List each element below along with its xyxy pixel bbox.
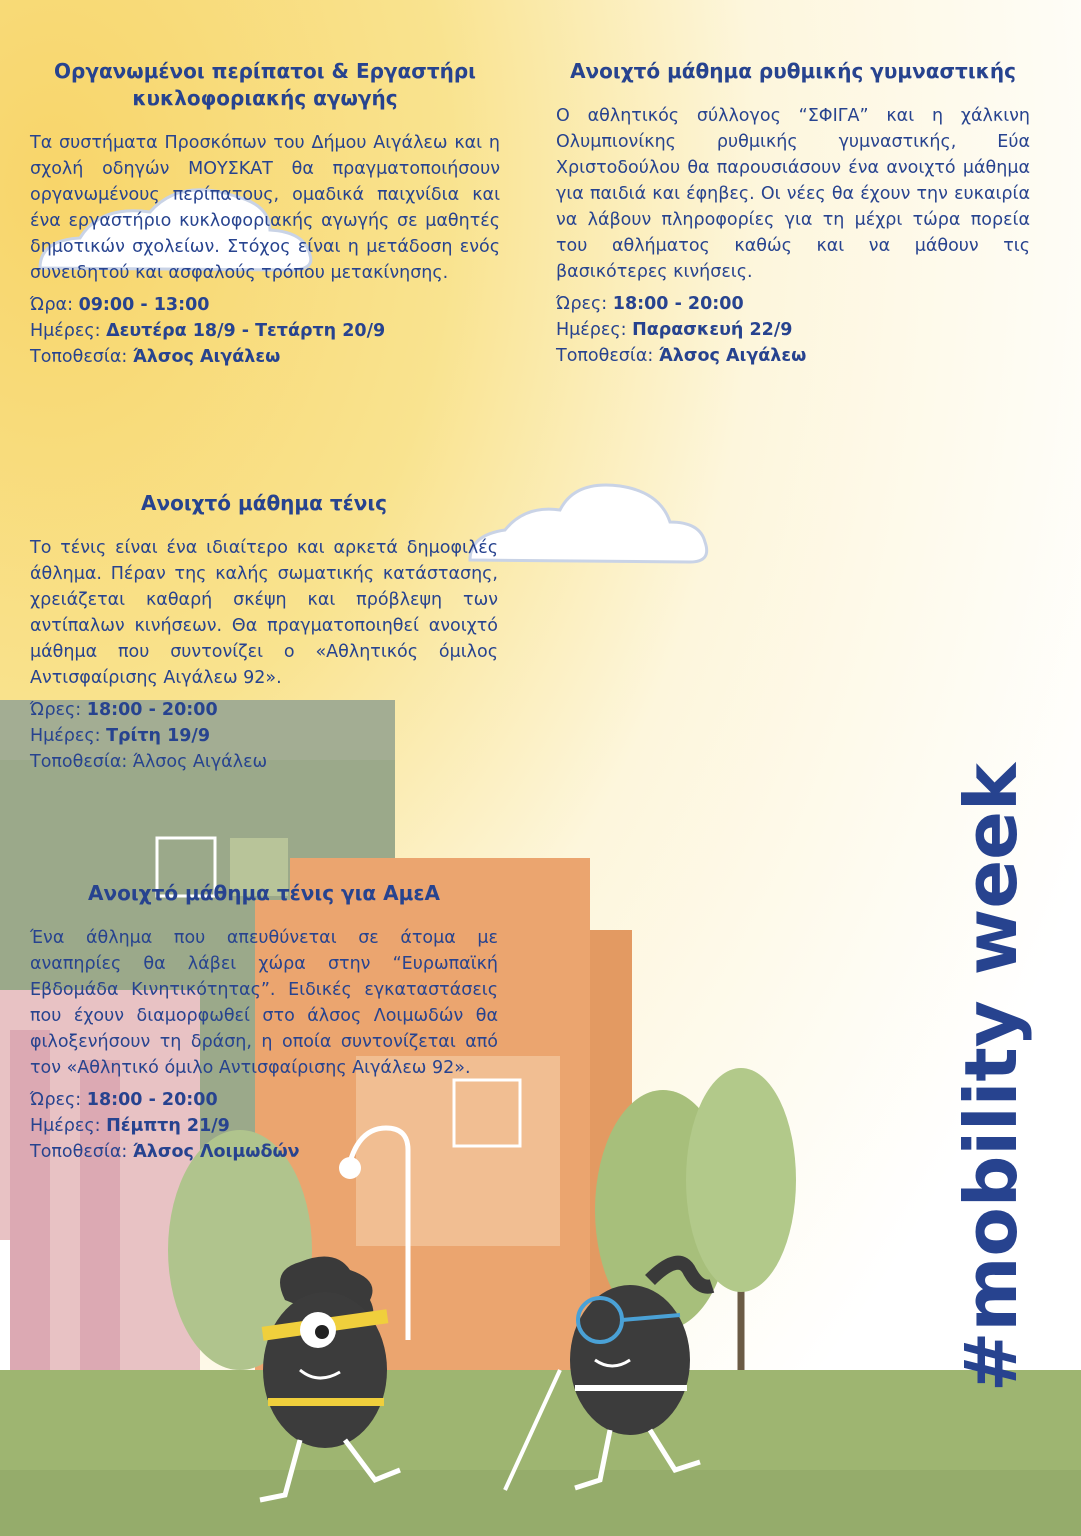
place-value: Άλσος Αιγάλεω: [132, 347, 281, 367]
section-title: Ανοιχτό μάθημα ρυθμικής γυμναστικής: [570, 59, 1016, 83]
event-info: [30, 1087, 498, 1165]
hashtag-mobility-week: #mobility week: [949, 763, 1033, 1392]
section-body: Τα συστήματα Προσκόπων του Δήμου Αιγάλεω και η σχολή οδηγών ΜΟΥΣΚΑΤ θα πραγματοποιήσουν οργανωμένους περίπατους, ομαδικά παιχνίδια και ένα εργαστήριο κυκλοφοριακής αγωγής σε μαθητές δημοτικών σχολείων. Στόχος είναι η μετάδοση ενός συνειδητού και ασφαλούς τρόπου μετακίνησης.: [30, 133, 500, 283]
days-label: Ημέρες:: [30, 321, 101, 341]
time-label: Ώρες:: [30, 1090, 82, 1110]
days-value: Δευτέρα 18/9 - Τετάρτη 20/9: [106, 321, 386, 341]
place-label: Τοποθεσία:: [556, 346, 654, 366]
section-body: Ο αθλητικός σύλλογος “ΣΦΙΓΑ” και η χάλκινη Ολυμπιονίκης ρυθμικής γυμναστικής, Εύα Χριστοδούλου θα παρουσιάσουν ένα ανοιχτό μάθημα για παιδιά και έφηβες. Οι νέες θα έχουν την ευκαιρία να λάβουν πληροφορίες για τη μέχρι τώρα πορεία του αθλήματος καθώς και να μάθουν τις βασικότερες κινήσεις.: [556, 106, 1030, 282]
days-value: Παρασκευή 22/9: [632, 320, 793, 340]
place-label: Τοποθεσία:: [30, 752, 128, 772]
place-value: Άλσος Αιγάλεω: [658, 346, 807, 366]
place-value: Άλσος Λοιμωδών: [132, 1142, 300, 1162]
section-rhythmic-gymnastics: [556, 58, 1030, 369]
section-tennis-amea: [30, 880, 498, 1165]
section-walks: [30, 58, 500, 370]
time-value: 18:00 - 20:00: [86, 700, 218, 720]
time-label: Ώρα:: [30, 295, 73, 315]
time-value: 09:00 - 13:00: [78, 295, 210, 315]
time-value: 18:00 - 20:00: [612, 294, 744, 314]
event-info: [556, 291, 1030, 369]
section-body: Το τένις είναι ένα ιδιαίτερο και αρκετά δημοφιλές άθλημα. Πέραν της καλής σωματικής κατάστασης, χρειάζεται καθαρή σκέψη και πρόβλεψη των αντίπαλων κινήσεων. Θα πραγματοποιηθεί ανοιχτό μάθημα που συντονίζει ο «Αθλητικός όμιλος Αντισφαίρισης Αιγάλεω 92».: [30, 538, 498, 688]
days-label: Ημέρες:: [30, 726, 101, 746]
place-label: Τοποθεσία:: [30, 1142, 128, 1162]
event-info: [30, 292, 500, 370]
tree: [686, 1068, 796, 1292]
section-title: Οργανωμένοι περίπατοι & Εργαστήρι κυκλοφοριακής αγωγής: [54, 59, 476, 110]
days-value: Τρίτη 19/9: [106, 726, 211, 746]
days-value: Πέμπτη 21/9: [106, 1116, 230, 1136]
days-label: Ημέρες:: [556, 320, 627, 340]
place-value: Άλσος Αιγάλεω: [132, 752, 268, 772]
event-info: [30, 697, 498, 775]
time-label: Ώρες:: [556, 294, 608, 314]
time-value: 18:00 - 20:00: [86, 1090, 218, 1110]
section-title: Ανοιχτό μάθημα τένις: [140, 491, 388, 515]
section-body: Ένα άθλημα που απευθύνεται σε άτομα με αναπηρίες θα λάβει χώρα στην “Ευρωπαϊκή Εβδομάδα Κινητικότητας”. Ειδικές εγκαταστάσεις που έχουν διαμορφωθεί στο άλσος Λοιμωδών θα φιλοξενήσουν τη δράση, η οποία συντονίζεται από τον «Αθλητικό όμιλο Αντισφαίρισης Αιγάλεω 92».: [30, 928, 498, 1078]
section-title: Ανοιχτό μάθημα τένις για ΑμεΑ: [88, 881, 440, 905]
place-label: Τοποθεσία:: [30, 347, 128, 367]
section-tennis: [30, 490, 498, 775]
days-label: Ημέρες:: [30, 1116, 101, 1136]
time-label: Ώρες:: [30, 700, 82, 720]
